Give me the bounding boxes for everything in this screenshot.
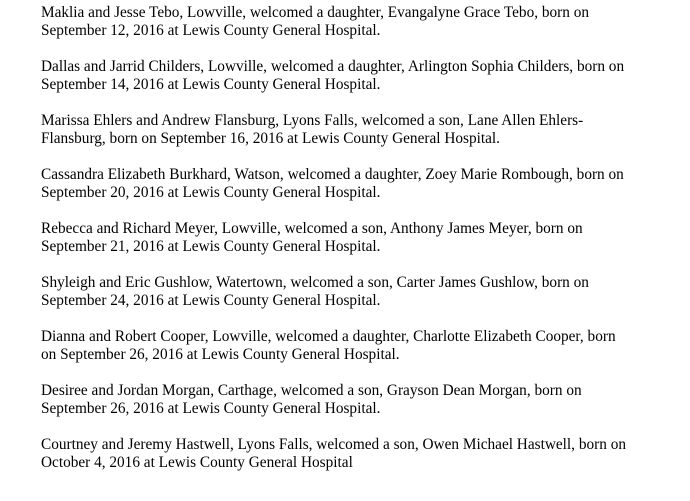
announcement-line: October 4, 2016 at Lewis County General Hospital: [41, 454, 353, 471]
announcement-line: Flansburg, born on September 16, 2016 at Lewis County General Hospital.: [41, 130, 500, 147]
announcement-line: Shyleigh and Eric Gushlow, Watertown, welcomed a son, Carter James Gushlow, born on: [41, 274, 589, 291]
announcement-line: Maklia and Jesse Tebo, Lowville, welcomed a daughter, Evangalyne Grace Tebo, born on: [41, 4, 590, 21]
announcement-paragraph: [41, 328, 681, 364]
announcement-paragraph: [41, 436, 681, 472]
announcement-paragraph: [41, 382, 681, 418]
announcement-line: September 21, 2016 at Lewis County General Hospital.: [41, 238, 381, 255]
announcement-line: Cassandra Elizabeth Burkhard, Watson, welcomed a daughter, Zoey Marie Rombough, born on: [41, 166, 624, 183]
announcement-paragraph: [41, 112, 681, 148]
announcement-paragraph: [41, 4, 681, 40]
announcement-line: Dallas and Jarrid Childers, Lowville, welcomed a daughter, Arlington Sophia Childers, born on: [41, 58, 625, 75]
announcement-line: Marissa Ehlers and Andrew Flansburg, Lyons Falls, welcomed a son, Lane Allen Ehlers-: [41, 112, 584, 129]
announcement-line: Courtney and Jeremy Hastwell, Lyons Falls, welcomed a son, Owen Michael Hastwell, born on: [41, 436, 626, 453]
announcement-line: on September 26, 2016 at Lewis County General Hospital.: [41, 346, 400, 363]
announcement-line: Desiree and Jordan Morgan, Carthage, welcomed a son, Grayson Dean Morgan, born on: [41, 382, 582, 399]
announcement-paragraph: [41, 166, 681, 202]
birth-announcements-document: [41, 4, 681, 490]
announcement-line: September 24, 2016 at Lewis County General Hospital.: [41, 292, 381, 309]
announcement-line: Rebecca and Richard Meyer, Lowville, welcomed a son, Anthony James Meyer, born on: [41, 220, 583, 237]
announcement-line: September 20, 2016 at Lewis County General Hospital.: [41, 184, 381, 201]
announcement-paragraph: [41, 58, 681, 94]
announcement-line: September 26, 2016 at Lewis County General Hospital.: [41, 400, 381, 417]
announcement-line: September 14, 2016 at Lewis County General Hospital.: [41, 76, 381, 93]
announcement-paragraph: [41, 274, 681, 310]
announcement-paragraph: [41, 220, 681, 256]
announcement-line: Dianna and Robert Cooper, Lowville, welcomed a daughter, Charlotte Elizabeth Cooper, born: [41, 328, 616, 345]
announcement-line: September 12, 2016 at Lewis County General Hospital.: [41, 22, 381, 39]
